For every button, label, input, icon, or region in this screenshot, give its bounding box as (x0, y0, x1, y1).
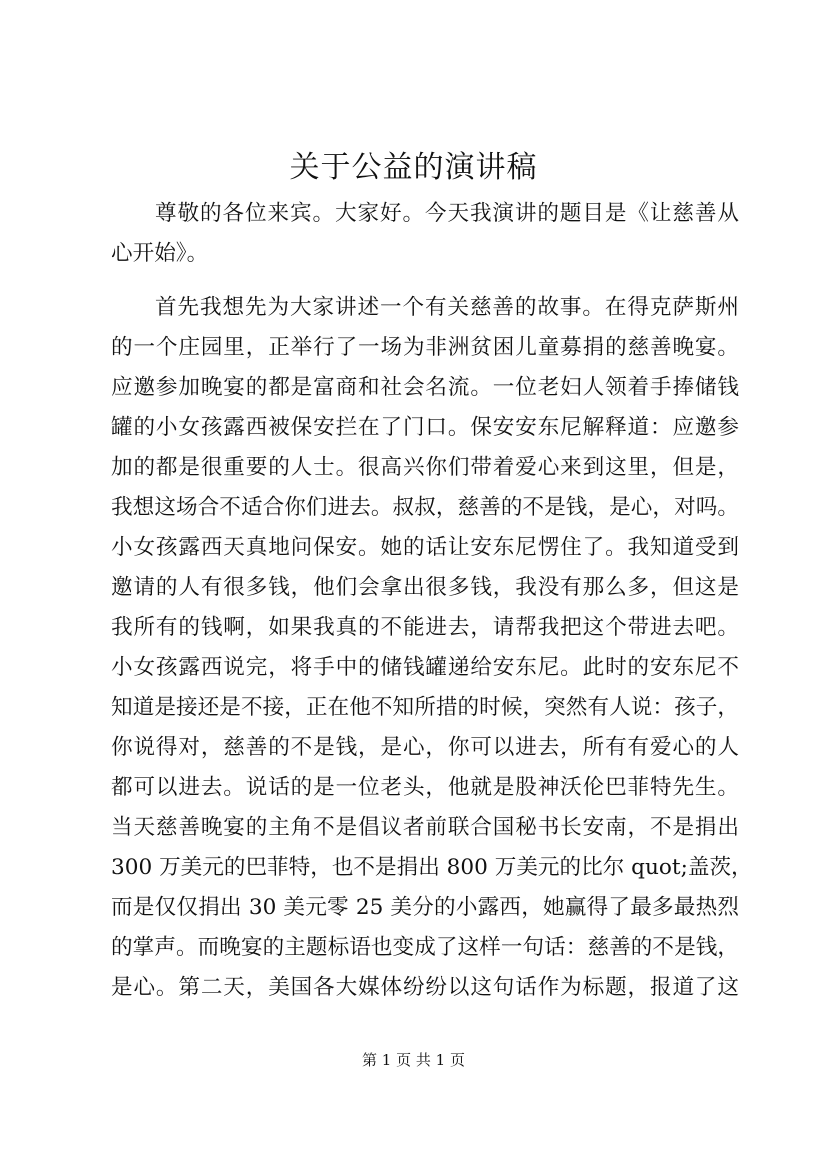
paragraph-line: 首先我想先为大家讲述一个有关慈善的故事。在得克萨斯州 (155, 295, 739, 320)
paragraph-line: 你说得对，慈善的不是钱，是心，你可以进去，所有有爱心的人 (111, 735, 739, 760)
paragraph-line: 小女孩露西天真地问保安。她的话让安东尼愣住了。我知道受到 (111, 535, 739, 560)
paragraph-2 (111, 288, 753, 1008)
paragraph-line: 的一个庄园里，正举行了一场为非洲贫困儿童募捐的慈善晚宴。 (111, 335, 739, 360)
page-footer: 第 1 页 共 1 页 (362, 1051, 465, 1069)
paragraph-line: 的掌声。而晚宴的主题标语也变成了这样一句话：慈善的不是钱， (111, 935, 739, 960)
paragraph-line: 尊敬的各位来宾。大家好。今天我演讲的题目是《让慈善从 (155, 201, 739, 226)
paragraph-line: 300 万美元的巴菲特，也不是捐出 800 万美元的比尔 quot;盖茨， (111, 855, 753, 880)
document-title: 关于公益的演讲稿 (289, 150, 538, 185)
paragraph-line: 我所有的钱啊，如果我真的不能进去，请帮我把这个带进去吧。 (111, 615, 739, 640)
paragraph-line: 而是仅仅捐出 30 美元零 25 美分的小露西，她赢得了最多最热烈 (111, 895, 739, 920)
paragraph-1 (111, 194, 739, 274)
paragraph-line: 我想这场合不适合你们进去。叔叔，慈善的不是钱，是心，对吗。 (111, 495, 739, 520)
paragraph-line: 加的都是很重要的人士。很高兴你们带着爱心来到这里，但是， (111, 455, 739, 480)
paragraph-line: 罐的小女孩露西被保安拦在了门口。保安安东尼解释道：应邀参 (111, 415, 739, 440)
paragraph-line: 当天慈善晚宴的主角不是倡议者前联合国秘书长安南，不是捐出 (111, 815, 739, 840)
paragraph-line: 邀请的人有很多钱，他们会拿出很多钱，我没有那么多，但这是 (111, 575, 739, 600)
paragraph-line: 是心。第二天，美国各大媒体纷纷以这句话作为标题，报道了这 (111, 975, 739, 1000)
paragraph-line: 都可以进去。说话的是一位老头，他就是股神沃伦巴菲特先生。 (111, 775, 739, 800)
document-body (111, 194, 753, 1008)
paragraph-line: 知道是接还是不接，正在他不知所措的时候，突然有人说：孩子， (111, 695, 739, 720)
paragraph-line: 心开始》。 (111, 241, 209, 266)
paragraph-line: 应邀参加晚宴的都是富商和社会名流。一位老妇人领着手捧储钱 (111, 375, 739, 400)
paragraph-line: 小女孩露西说完，将手中的储钱罐递给安东尼。此时的安东尼不 (111, 655, 739, 680)
